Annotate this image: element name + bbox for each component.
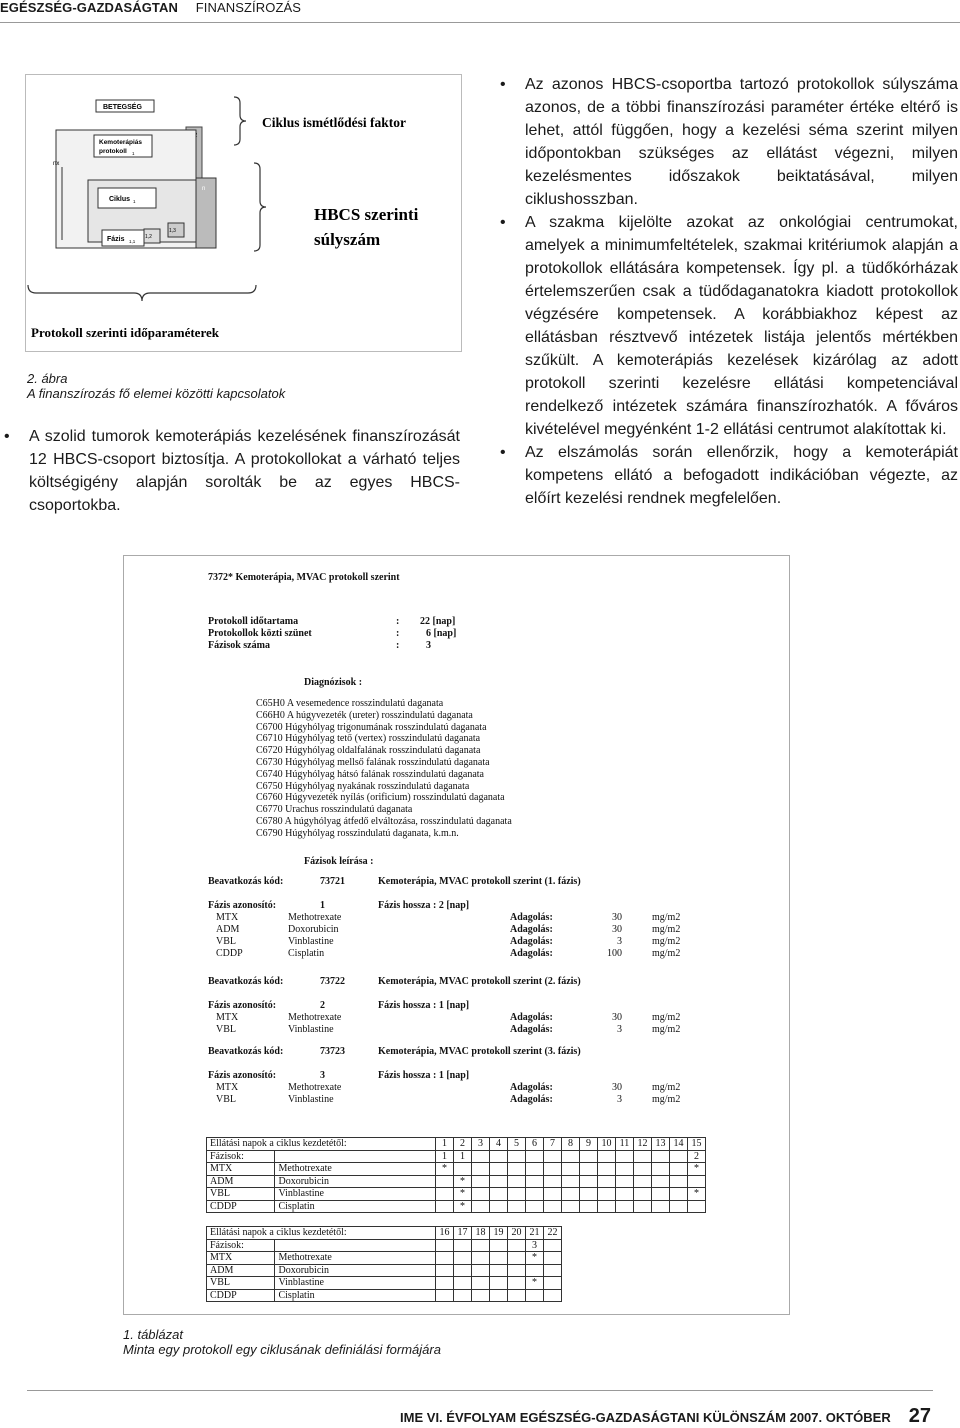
grid-day-number: 14 xyxy=(670,1138,688,1151)
grid-day-number: 10 xyxy=(598,1138,616,1151)
grid-cell xyxy=(508,1289,526,1302)
grid-row-name xyxy=(275,1239,436,1252)
diagnosis-item: C65H0 A vesemedence rosszindulatú daganata xyxy=(256,698,444,709)
grid-cell xyxy=(634,1163,652,1176)
grid-row xyxy=(207,1188,706,1201)
left-column xyxy=(4,425,460,517)
grid-cell xyxy=(490,1289,508,1302)
nx-label: nx xyxy=(53,161,60,167)
grid-cell xyxy=(490,1175,508,1188)
param-value-2: 6 [nap] xyxy=(426,628,457,639)
grid-cell xyxy=(616,1163,634,1176)
drug-name: Vinblastine xyxy=(288,936,334,947)
grid-day-number: 1 xyxy=(436,1138,454,1151)
f12-label: 1,2 xyxy=(145,234,152,240)
table-caption-number: 1. táblázat xyxy=(123,1327,183,1342)
procedure-name: Kemoterápia, MVAC protokoll szerint (2. fázis) xyxy=(378,976,581,987)
grid-cell xyxy=(634,1200,652,1213)
days-grid-2 xyxy=(206,1226,562,1302)
procedure-name: Kemoterápia, MVAC protokoll szerint (1. fázis) xyxy=(378,876,581,887)
grid-row xyxy=(207,1175,706,1188)
grid-cell xyxy=(472,1175,490,1188)
dosage-unit: mg/m2 xyxy=(652,1012,681,1023)
grid-cell xyxy=(634,1150,652,1163)
grid-row-code: CDDP xyxy=(207,1289,275,1302)
grid-cell: 2 xyxy=(688,1150,706,1163)
param-label-3: Fázisok száma xyxy=(208,640,270,651)
dosage-label: Adagolás: xyxy=(510,1082,553,1093)
grid-cell xyxy=(652,1163,670,1176)
grid-cell xyxy=(526,1289,544,1302)
drug-name: Methotrexate xyxy=(288,1082,342,1093)
dosage-unit: mg/m2 xyxy=(652,1082,681,1093)
diagnosis-item: C6710 Húgyhólyag tető (vertex) rosszindulatú daganata xyxy=(256,733,481,745)
header-rule xyxy=(0,22,960,23)
grid-cell xyxy=(544,1150,562,1163)
grid-row-name: Methotrexate xyxy=(275,1252,436,1265)
drug-code: VBL xyxy=(216,1094,236,1105)
grid-cell: * xyxy=(454,1200,472,1213)
grid-cell xyxy=(508,1264,526,1277)
grid-cell xyxy=(472,1163,490,1176)
grid-cell xyxy=(616,1200,634,1213)
grid-day-number: 15 xyxy=(688,1138,706,1151)
grid-row-name: Doxorubicin xyxy=(275,1175,436,1188)
drug-code: MTX xyxy=(216,912,239,923)
grid-cell xyxy=(508,1163,526,1176)
grid-day-number: 18 xyxy=(472,1227,490,1240)
diagnosis-item: C6720 Húgyhólyag oldalfalának rosszindulatú daganata xyxy=(256,745,481,757)
grid-cell xyxy=(562,1200,580,1213)
grid-row xyxy=(207,1150,706,1163)
grid-cell xyxy=(436,1188,454,1201)
diagnosis-item: C6730 Húgyhólyag mellső falának rosszindulatú daganata xyxy=(256,757,490,768)
grid-cell xyxy=(670,1150,688,1163)
drug-code: MTX xyxy=(216,1082,239,1093)
grid-cell xyxy=(436,1264,454,1277)
footer xyxy=(400,1405,931,1428)
grid-day-number: 3 xyxy=(472,1138,490,1151)
phases-heading: Fázisok leírása : xyxy=(304,856,374,867)
dosage-label: Adagolás: xyxy=(510,912,553,923)
grid-cell xyxy=(472,1289,490,1302)
left-bullet: • A szolid tumorok kemoterápiás kezelésének finanszírozását 12 HBCS-csoport biztosítja. A protokollokat a várható teljes költségigény alapján sorolták be az egyes HBCS-csoportokba. xyxy=(4,425,460,517)
grid-cell xyxy=(472,1150,490,1163)
grid-cell xyxy=(490,1163,508,1176)
hbcs-label-2: súlyszám xyxy=(314,230,381,249)
grid-cell xyxy=(616,1150,634,1163)
grid-cell: * xyxy=(688,1163,706,1176)
grid-cell xyxy=(580,1163,598,1176)
dosage-label: Adagolás: xyxy=(510,1012,553,1023)
grid-cell xyxy=(652,1188,670,1201)
grid-row xyxy=(207,1252,562,1265)
grid-day-number: 4 xyxy=(490,1138,508,1151)
figure-caption-title: A finanszírozás fő elemei közötti kapcsolatok xyxy=(27,386,286,401)
grid-row xyxy=(207,1289,562,1302)
grid-cell: * xyxy=(526,1252,544,1265)
grid-day-number: 17 xyxy=(454,1227,472,1240)
grid-day-number: 7 xyxy=(544,1138,562,1151)
grid-cell xyxy=(544,1188,562,1201)
dosage-label: Adagolás: xyxy=(510,936,553,947)
page-number: 27 xyxy=(908,1405,931,1427)
grid-row-name xyxy=(275,1150,436,1163)
diagnosis-item: C6780 A húgyhólyag átfedő elváltozása, rosszindulatú daganata xyxy=(256,816,512,827)
grid-cell xyxy=(526,1175,544,1188)
dosage-label: Adagolás: xyxy=(510,948,553,959)
grid-cell: * xyxy=(688,1188,706,1201)
grid-cell xyxy=(580,1200,598,1213)
drug-code: VBL xyxy=(216,936,236,947)
grid-cell xyxy=(598,1150,616,1163)
betegseg-label: BETEGSÉG xyxy=(103,104,142,111)
grid-cell xyxy=(544,1277,562,1290)
drug-code: CDDP xyxy=(216,948,243,959)
grid-row-code: MTX xyxy=(207,1252,275,1265)
phase-id: 3 xyxy=(320,1070,325,1081)
dosage-unit: mg/m2 xyxy=(652,948,681,959)
grid-cell xyxy=(616,1175,634,1188)
grid-row-code: ADM xyxy=(207,1175,275,1188)
grid-cell xyxy=(670,1188,688,1201)
grid-cell xyxy=(508,1239,526,1252)
grid-cell xyxy=(454,1264,472,1277)
footer-rule xyxy=(27,1390,933,1391)
grid-cell xyxy=(544,1264,562,1277)
ciklus-faktor-label: Ciklus ismétlődési faktor xyxy=(262,115,407,130)
dosage-value: 100 xyxy=(607,948,622,959)
grid-cell xyxy=(490,1252,508,1265)
grid-cell xyxy=(508,1150,526,1163)
grid-cell xyxy=(454,1163,472,1176)
grid-row-code: VBL xyxy=(207,1277,275,1290)
dosage-unit: mg/m2 xyxy=(652,936,681,947)
table-caption xyxy=(123,1327,441,1357)
grid-cell xyxy=(436,1289,454,1302)
grid-cell xyxy=(598,1163,616,1176)
grid-row-name: Vinblastine xyxy=(275,1277,436,1290)
grid-header-row xyxy=(207,1138,706,1151)
grid-cell xyxy=(544,1239,562,1252)
kemo-label-sub: 1 xyxy=(132,151,135,156)
grid-day-number: 9 xyxy=(580,1138,598,1151)
diagnosis-item: C66H0 A húgyvezeték (ureter) rosszindulatú daganata xyxy=(256,709,473,721)
dosage-unit: mg/m2 xyxy=(652,1094,681,1105)
dosage-label: Adagolás: xyxy=(510,1094,553,1105)
param-label-2: Protokollok közti szünet xyxy=(208,628,312,639)
grid-row-name: Cisplatin xyxy=(275,1289,436,1302)
grid-row-name: Vinblastine xyxy=(275,1188,436,1201)
grid-cell xyxy=(472,1188,490,1201)
table-1 xyxy=(123,555,790,1315)
grid-cell xyxy=(634,1175,652,1188)
grid-cell xyxy=(526,1163,544,1176)
procedure-code: 73723 xyxy=(320,1046,345,1057)
grid-cell xyxy=(598,1200,616,1213)
grid-cell xyxy=(544,1289,562,1302)
dosage-value: 3 xyxy=(617,1094,622,1105)
procedure-code-label: Beavatkozás kód: xyxy=(208,876,284,887)
diagnosis-item: C6740 Húgyhólyag hátsó falának rosszindulatú daganata xyxy=(256,768,484,780)
dosage-label: Adagolás: xyxy=(510,924,553,935)
drug-code: ADM xyxy=(216,924,240,935)
right-bullet-3: • Az elszámolás során ellenőrzik, hogy a kemoterápiát kompetens ellátó a befogadott indikációban végezte, az előírt kezelési rendnek megfelelően. xyxy=(500,441,958,510)
grid-cell xyxy=(454,1252,472,1265)
hbcs-label-1: HBCS szerinti xyxy=(314,205,419,224)
dosage-value: 30 xyxy=(612,912,622,923)
grid-cell xyxy=(688,1175,706,1188)
grid-cell xyxy=(598,1188,616,1201)
grid-cell xyxy=(562,1188,580,1201)
procedure-code-label: Beavatkozás kód: xyxy=(208,1046,284,1057)
param-label-1: Protokoll időtartama xyxy=(208,616,299,627)
grid-cell xyxy=(436,1175,454,1188)
drug-code: VBL xyxy=(216,1024,236,1035)
grid-cell xyxy=(472,1200,490,1213)
phase-length: Fázis hossza : 1 [nap] xyxy=(378,1000,470,1011)
grid-cell xyxy=(598,1175,616,1188)
dosage-label: Adagolás: xyxy=(510,1024,553,1035)
grid-cell xyxy=(580,1150,598,1163)
grid-row-name: Doxorubicin xyxy=(275,1264,436,1277)
param-colon-3: : xyxy=(396,640,400,651)
grid-cell: 1 xyxy=(454,1150,472,1163)
grid-cell xyxy=(472,1252,490,1265)
grid-cell xyxy=(526,1188,544,1201)
phase-id: 1 xyxy=(320,900,325,911)
n-label: n xyxy=(202,186,206,192)
dosage-value: 30 xyxy=(612,924,622,935)
grid-cell xyxy=(616,1188,634,1201)
grid-cell xyxy=(544,1175,562,1188)
grid-cell xyxy=(670,1163,688,1176)
fazis-sub: 1,1 xyxy=(129,239,136,244)
grid-row-code: Fázisok: xyxy=(207,1239,275,1252)
grid-day-number: 5 xyxy=(508,1138,526,1151)
grid-cell xyxy=(670,1175,688,1188)
grid-day-number: 8 xyxy=(562,1138,580,1151)
param-colon-2: : xyxy=(396,628,400,639)
grid-cell xyxy=(688,1200,706,1213)
grid-days-label: Ellátási napok a ciklus kezdetétől: xyxy=(207,1138,436,1151)
diagnosis-item: C6750 Húgyhólyag nyakának rosszindulatú daganata xyxy=(256,780,470,792)
right-bullet-1: • Az azonos HBCS-csoportba tartozó protokollok súlyszáma azonos, de a többi finanszírozási paraméter értéke eltérő is lehet, attól függően, hogy a kezelési séma szerint milyen időpontokban szükséges az ellátást végezni, milyen kezelésmentes időszakok beiktatásával, milyen ciklushosszban. xyxy=(500,73,958,211)
grid-day-number: 20 xyxy=(508,1227,526,1240)
phase-id-label: Fázis azonosító: xyxy=(208,1070,277,1081)
phase-id-label: Fázis azonosító: xyxy=(208,900,277,911)
phase-length: Fázis hossza : 1 [nap] xyxy=(378,1070,470,1081)
figure-2 xyxy=(25,74,462,352)
figure-caption xyxy=(27,371,285,401)
drug-name: Vinblastine xyxy=(288,1024,334,1035)
drug-name: Methotrexate xyxy=(288,1012,342,1023)
grid-cell xyxy=(652,1200,670,1213)
grid-cell xyxy=(634,1188,652,1201)
dosage-value: 30 xyxy=(612,1012,622,1023)
grid-days-label: Ellátási napok a ciklus kezdetétől: xyxy=(207,1227,436,1240)
grid-cell xyxy=(544,1252,562,1265)
grid-row xyxy=(207,1200,706,1213)
grid-row-code: VBL xyxy=(207,1188,275,1201)
grid-cell: * xyxy=(454,1188,472,1201)
drug-name: Cisplatin xyxy=(288,948,325,959)
grid-cell xyxy=(544,1163,562,1176)
diagnosis-item: C6700 Húgyhólyag trigonumának rosszindulatú daganata xyxy=(256,721,487,733)
grid-cell: 1 xyxy=(436,1150,454,1163)
grid-day-number: 19 xyxy=(490,1227,508,1240)
grid-cell xyxy=(490,1188,508,1201)
grid-cell xyxy=(526,1200,544,1213)
grid-row xyxy=(207,1239,562,1252)
grid-cell: * xyxy=(454,1175,472,1188)
procedure-code: 73722 xyxy=(320,976,345,987)
grid-cell xyxy=(508,1188,526,1201)
grid-day-number: 12 xyxy=(634,1138,652,1151)
grid-row xyxy=(207,1163,706,1176)
grid-cell xyxy=(526,1264,544,1277)
running-header xyxy=(0,0,301,15)
footer-text: IME VI. ÉVFOLYAM EGÉSZSÉG-GAZDASÁGTANI KÜLÖNSZÁM 2007. OKTÓBER xyxy=(400,1410,891,1425)
right-bullet-2: • A szakma kijelölte azokat az onkológiai centrumokat, amelyek a minimumfeltételek, szakmai kritériumok alapján a protokollok ellátására kompetensek. Így pl. a tüdőkórházak értelemszerűen csak a tüdődaganatokra kiadott protokollok végzésére kompetensek. A korábbiakhoz képest az ellátásban résztvevő intézetek listája jelentős mértékben szűkült. A kemoterápiás kezelések kizárólag az adott protokoll szerinti kezelésre ellátási kompetenciával rendelkező intézetek számára finanszírozhatók. A főváros kivételével megyénként 1-2 ellátási centrumot alakítottak ki. xyxy=(500,211,958,441)
grid-cell xyxy=(436,1239,454,1252)
grid-cell xyxy=(508,1252,526,1265)
grid-cell xyxy=(562,1163,580,1176)
right-column xyxy=(500,73,958,510)
grid-cell xyxy=(544,1200,562,1213)
grid-cell: 3 xyxy=(526,1239,544,1252)
diagnosis-item: C6770 Urachus rosszindulatú daganata xyxy=(256,804,413,816)
grid-day-number: 16 xyxy=(436,1227,454,1240)
diagnosis-item: C6760 Húgyvezeték nyílás (orificium) rosszindulatú daganata xyxy=(256,792,505,804)
grid-cell xyxy=(436,1200,454,1213)
procedure-code-label: Beavatkozás kód: xyxy=(208,976,284,987)
procedure-code: 73721 xyxy=(320,876,345,887)
drug-name: Doxorubicin xyxy=(288,924,339,935)
grid-cell xyxy=(490,1239,508,1252)
grid-cell: * xyxy=(526,1277,544,1290)
param-colon-1: : xyxy=(396,616,400,627)
phase-id: 2 xyxy=(320,1000,325,1011)
days-grid-1 xyxy=(206,1137,706,1213)
grid-cell xyxy=(490,1277,508,1290)
grid-cell xyxy=(472,1239,490,1252)
diagnoses-heading: Diagnózisok : xyxy=(304,677,363,688)
grid-cell xyxy=(562,1150,580,1163)
procedure-name: Kemoterápia, MVAC protokoll szerint (3. fázis) xyxy=(378,1046,581,1057)
grid-day-number: 6 xyxy=(526,1138,544,1151)
finance-diagram xyxy=(26,75,461,351)
grid-cell xyxy=(580,1188,598,1201)
grid-row xyxy=(207,1264,562,1277)
grid-cell xyxy=(472,1277,490,1290)
grid-cell xyxy=(490,1264,508,1277)
grid-cell xyxy=(652,1150,670,1163)
grid-cell xyxy=(436,1277,454,1290)
kemo-label-2: protokoll xyxy=(99,148,127,155)
grid-row-code: Fázisok: xyxy=(207,1150,275,1163)
grid-cell xyxy=(454,1289,472,1302)
dosage-unit: mg/m2 xyxy=(652,924,681,935)
drug-code: MTX xyxy=(216,1012,239,1023)
table-caption-title: Minta egy protokoll egy ciklusának definiálási formájára xyxy=(123,1342,441,1357)
grid-day-number: 22 xyxy=(544,1227,562,1240)
diagnosis-item: C6790 Húgyhólyag rosszindulatú daganata, k.m.n. xyxy=(256,827,459,839)
param-value-3: 3 xyxy=(426,640,431,651)
drug-name: Methotrexate xyxy=(288,912,342,923)
kemo-label-1: Kemoterápiás xyxy=(99,139,142,146)
grid-day-number: 21 xyxy=(526,1227,544,1240)
grid-cell xyxy=(508,1277,526,1290)
param-value-1: 22 [nap] xyxy=(420,616,456,627)
grid-day-number: 2 xyxy=(454,1138,472,1151)
grid-cell xyxy=(508,1175,526,1188)
grid-cell xyxy=(526,1150,544,1163)
grid-row-name: Methotrexate xyxy=(275,1163,436,1176)
ciklus-sub: 1 xyxy=(133,199,136,204)
dosage-value: 3 xyxy=(617,1024,622,1035)
grid-day-number: 13 xyxy=(652,1138,670,1151)
grid-day-number: 11 xyxy=(616,1138,634,1151)
table-title: 7372* Kemoterápia, MVAC protokoll szerint xyxy=(208,572,400,583)
grid-header-row xyxy=(207,1227,562,1240)
grid-row-code: ADM xyxy=(207,1264,275,1277)
grid-row-code: MTX xyxy=(207,1163,275,1176)
ciklus-label: Ciklus xyxy=(109,196,131,203)
grid-cell xyxy=(652,1175,670,1188)
grid-cell xyxy=(670,1200,688,1213)
dosage-unit: mg/m2 xyxy=(652,1024,681,1035)
phase-length: Fázis hossza : 2 [nap] xyxy=(378,900,470,911)
header-section: EGÉSZSÉG-GAZDASÁGTAN xyxy=(0,0,178,15)
grid-row xyxy=(207,1277,562,1290)
phase-id-label: Fázis azonosító: xyxy=(208,1000,277,1011)
grid-row-name: Cisplatin xyxy=(275,1200,436,1213)
dosage-unit: mg/m2 xyxy=(652,912,681,923)
grid-cell xyxy=(454,1239,472,1252)
protokoll-ido-label: Protokoll szerinti időparaméterek xyxy=(31,325,219,340)
figure-caption-number: 2. ábra xyxy=(27,371,68,386)
fazis-label: Fázis xyxy=(107,236,125,243)
grid-cell xyxy=(508,1200,526,1213)
grid-cell: * xyxy=(436,1163,454,1176)
drug-name: Vinblastine xyxy=(288,1094,334,1105)
grid-row-code: CDDP xyxy=(207,1200,275,1213)
grid-cell xyxy=(490,1150,508,1163)
grid-cell xyxy=(562,1175,580,1188)
grid-cell xyxy=(580,1175,598,1188)
dosage-value: 30 xyxy=(612,1082,622,1093)
grid-cell xyxy=(472,1264,490,1277)
header-subsection: FINANSZÍROZÁS xyxy=(195,0,302,15)
f13-label: 1,3 xyxy=(169,228,176,234)
grid-cell xyxy=(490,1200,508,1213)
grid-cell xyxy=(454,1277,472,1290)
dosage-value: 3 xyxy=(617,936,622,947)
grid-cell xyxy=(436,1252,454,1265)
